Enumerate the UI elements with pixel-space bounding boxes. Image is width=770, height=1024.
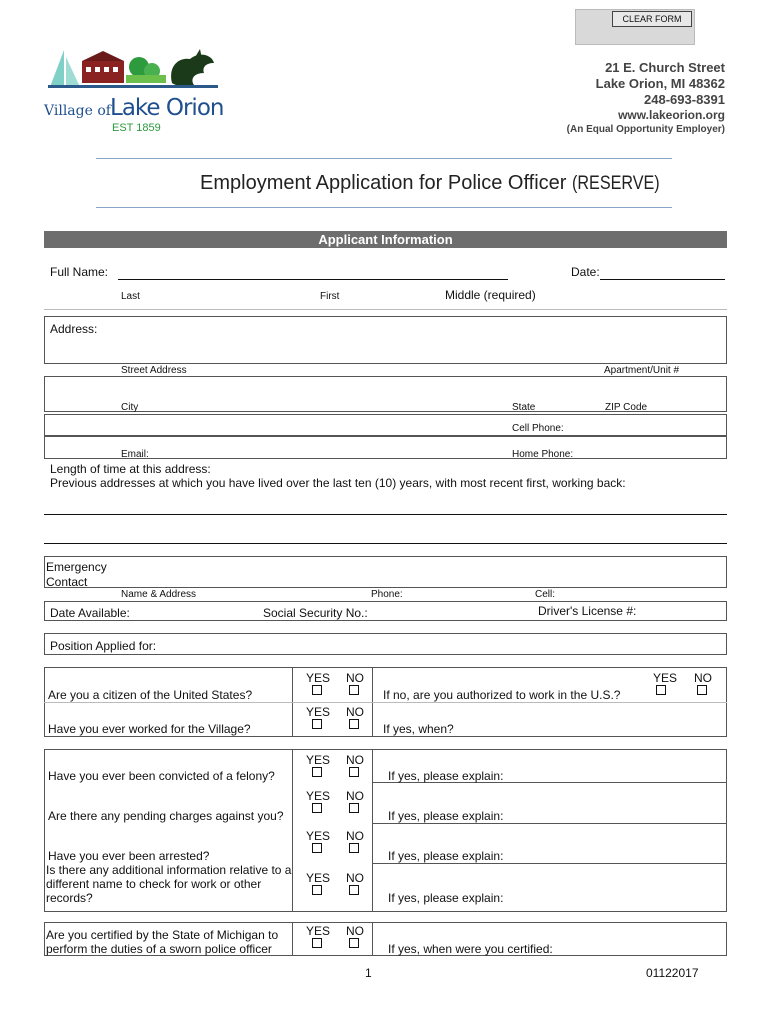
cell-phone-box[interactable]: [44, 414, 727, 436]
question-additional-info-1: Is there any additional information relative to a: [46, 863, 292, 877]
full-name-label: Full Name:: [50, 265, 109, 279]
page-title: [200, 172, 675, 195]
divider: [292, 749, 293, 912]
logo-name: Lake Orion: [110, 95, 224, 121]
city-label: City: [121, 402, 139, 413]
question-additional-info-3: records?: [46, 891, 93, 905]
home-phone-label: Home Phone:: [512, 449, 574, 460]
no-label: NO: [346, 924, 364, 938]
first-label: First: [320, 291, 340, 302]
page-number: 1: [365, 966, 372, 980]
last-label: Last: [121, 291, 140, 302]
yes-label: YES: [653, 671, 678, 685]
date-input[interactable]: [600, 279, 725, 280]
no-label: NO: [346, 789, 364, 803]
address-box: [44, 316, 727, 364]
middle-label: Middle (required): [445, 288, 536, 302]
clear-form-button[interactable]: CLEAR FORM: [612, 11, 692, 27]
zip-label: ZIP Code: [605, 402, 648, 413]
no-label: NO: [694, 671, 712, 685]
felony-no-checkbox[interactable]: [349, 767, 359, 777]
form-code: 01122017: [646, 966, 699, 980]
emergency-contact-box[interactable]: [44, 556, 727, 588]
village-logo: [44, 45, 224, 140]
divider: [44, 309, 727, 310]
followup-felony: If yes, please explain:: [388, 769, 504, 783]
additional-yes-checkbox[interactable]: [312, 885, 322, 895]
title-top-rule: [96, 158, 672, 159]
divider: [44, 702, 727, 703]
title-main-text: Employment Application for Police Officer: [200, 172, 567, 194]
question-certified-1: Are you certified by the State of Michigan to: [46, 928, 279, 942]
pending-no-checkbox[interactable]: [349, 803, 359, 813]
citizen-no-checkbox[interactable]: [349, 685, 359, 695]
followup-pending: If yes, please explain:: [388, 809, 504, 823]
certified-no-checkbox[interactable]: [349, 938, 359, 948]
authorized-no-checkbox[interactable]: [697, 685, 707, 695]
clear-form-area: [575, 9, 695, 45]
previous-address-line-2[interactable]: [44, 543, 727, 544]
previous-addresses-label: Previous addresses at which you have lived over the last ten (10) years, with most recent first, working back:: [50, 476, 626, 490]
previous-address-line-1[interactable]: [44, 514, 727, 515]
address-city: Lake Orion, MI 48362: [595, 76, 725, 91]
emergency-label-2: Contact: [46, 575, 88, 589]
arrested-yes-checkbox[interactable]: [312, 843, 322, 853]
yes-label: YES: [306, 705, 331, 719]
yes-label: YES: [306, 924, 331, 938]
emergency-label-1: Emergency: [46, 560, 107, 574]
applicant-info-header: Applicant Information: [44, 231, 727, 248]
street-address-label: Street Address: [121, 365, 187, 376]
question-additional-info-2: different name to check for work or other: [46, 877, 262, 891]
arrested-no-checkbox[interactable]: [349, 843, 359, 853]
title-reserve: (RESERVE): [572, 173, 660, 194]
yes-label: YES: [306, 871, 331, 885]
divider: [372, 922, 373, 956]
divider: [372, 823, 727, 824]
yes-label: YES: [306, 671, 331, 685]
apt-unit-label: Apartment/Unit #: [604, 365, 680, 376]
question-arrested: Have you ever been arrested?: [48, 849, 210, 863]
authorized-yes-checkbox[interactable]: [656, 685, 666, 695]
equal-opportunity: (An Equal Opportunity Employer): [566, 124, 725, 135]
state-label: State: [512, 402, 536, 413]
question-worked-village: Have you ever worked for the Village?: [48, 722, 251, 736]
question-pending-charges: Are there any pending charges against you?: [48, 809, 284, 823]
no-label: NO: [346, 753, 364, 767]
address-website: www.lakeorion.org: [618, 108, 725, 122]
date-available-label: Date Available:: [50, 606, 130, 620]
question-felony: Have you ever been convicted of a felony?: [48, 769, 275, 783]
pending-yes-checkbox[interactable]: [312, 803, 322, 813]
title-bottom-rule: [96, 207, 672, 208]
no-label: NO: [346, 671, 364, 685]
followup-authorized: If no, are you authorized to work in the U.S.?: [383, 688, 621, 702]
question-citizen: Are you a citizen of the United States?: [48, 688, 253, 702]
yes-label: YES: [306, 789, 331, 803]
divider: [292, 922, 293, 956]
no-label: NO: [346, 829, 364, 843]
date-label: Date:: [571, 265, 600, 279]
worked-no-checkbox[interactable]: [349, 719, 359, 729]
address-street: 21 E. Church Street: [605, 60, 725, 75]
drivers-license-label: Driver's License #:: [538, 604, 637, 618]
no-label: NO: [346, 705, 364, 719]
email-label: Email:: [121, 449, 149, 460]
yes-label: YES: [306, 829, 331, 843]
followup-arrested: If yes, please explain:: [388, 849, 504, 863]
full-name-input[interactable]: [118, 279, 508, 280]
divider: [372, 863, 727, 864]
divider: [372, 749, 373, 912]
worked-yes-checkbox[interactable]: [312, 719, 322, 729]
felony-yes-checkbox[interactable]: [312, 767, 322, 777]
address-label: Address:: [50, 322, 98, 336]
position-applied-label: Position Applied for:: [50, 639, 157, 653]
logo-village-of: Village of: [44, 103, 111, 119]
followup-when: If yes, when?: [383, 722, 454, 736]
length-time-label: Length of time at this address:: [50, 462, 211, 476]
cell-phone-label: Cell Phone:: [512, 423, 564, 434]
yes-label: YES: [306, 753, 331, 767]
followup-additional: If yes, please explain:: [388, 891, 504, 905]
additional-no-checkbox[interactable]: [349, 885, 359, 895]
name-address-label: Name & Address: [121, 589, 197, 600]
followup-certified: If yes, when were you certified:: [388, 942, 553, 956]
address-phone: 248-693-8391: [644, 92, 725, 107]
logo-est: EST 1859: [112, 122, 161, 134]
emergency-cell-label: Cell:: [535, 589, 556, 600]
question-certified-2: perform the duties of a sworn police officer: [46, 942, 272, 956]
ssn-label: Social Security No.:: [263, 606, 368, 620]
certified-yes-checkbox[interactable]: [312, 938, 322, 948]
emergency-phone-label: Phone:: [371, 589, 403, 600]
no-label: NO: [346, 871, 364, 885]
citizen-yes-checkbox[interactable]: [312, 685, 322, 695]
